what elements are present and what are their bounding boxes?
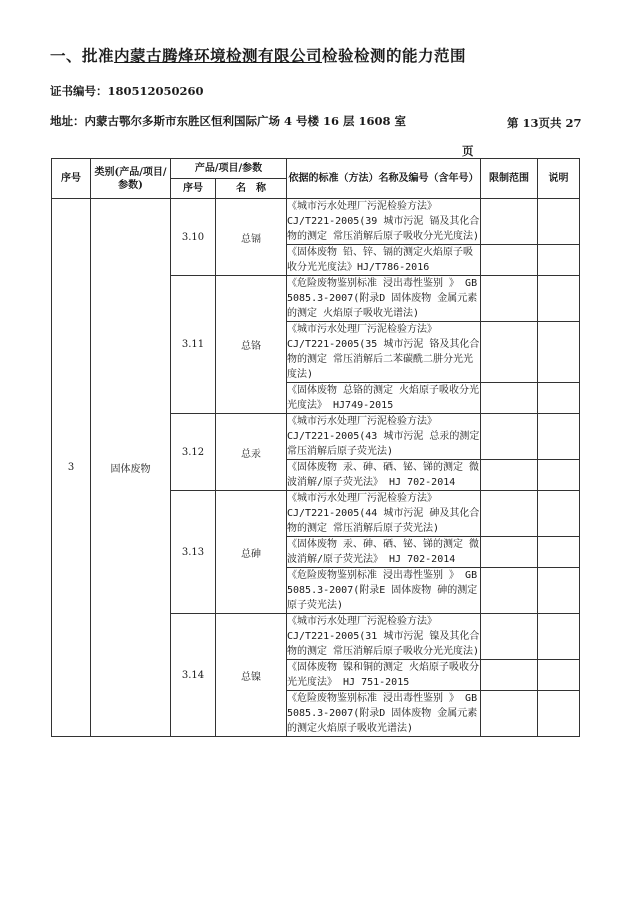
standard-text: 《危险废物鉴别标准 浸出毒性鉴别 》 GB 5085.3-2007(附录D 固体废物 金属元素的测定火焰原子吸收光谱法) xyxy=(287,691,481,737)
note-cell xyxy=(538,660,580,691)
item-name: 总镉 xyxy=(216,199,287,276)
note-cell xyxy=(538,322,580,383)
note-cell xyxy=(538,245,580,276)
limit-cell xyxy=(481,537,538,568)
header-sub-name: 名 称 xyxy=(216,179,287,199)
table-body xyxy=(52,199,580,737)
note-cell xyxy=(538,691,580,737)
note-cell xyxy=(538,614,580,660)
standard-text: 《城市污水处理厂污泥检验方法》CJ/T221-2005(39 城市污泥 镉及其化合物的测定 常压消解后原子吸收分光光度法) xyxy=(287,199,481,245)
item-name: 总镍 xyxy=(216,614,287,737)
item-number: 3.11 xyxy=(171,276,216,414)
standard-text: 《固体废物 汞、砷、硒、铋、锑的测定 微波消解/原子荧光法》 HJ 702-2014 xyxy=(287,460,481,491)
limit-cell xyxy=(481,614,538,660)
note-cell xyxy=(538,383,580,414)
note-cell xyxy=(538,276,580,322)
standard-text: 《固体废物 铅、锌、镉的测定火焰原子吸收分光光度法》HJ/T786-2016 xyxy=(287,245,481,276)
header-standard: 依据的标准（方法）名称及编号（含年号） xyxy=(287,159,481,199)
item-name: 总砷 xyxy=(216,491,287,614)
table-row xyxy=(52,199,580,245)
limit-cell xyxy=(481,322,538,383)
limit-cell xyxy=(481,460,538,491)
limit-cell xyxy=(481,245,538,276)
limit-cell xyxy=(481,568,538,614)
org-name: 内蒙古腾烽环境检测有限公司 xyxy=(114,46,323,65)
note-cell xyxy=(538,491,580,537)
certificate-line xyxy=(50,83,204,99)
item-number: 3.10 xyxy=(171,199,216,276)
note-cell xyxy=(538,199,580,245)
address-line xyxy=(50,113,406,129)
standard-text: 《城市污水处理厂污泥检验方法》CJ/T221-2005(43 城市污泥 总汞的测定 常压消解后原子荧光法) xyxy=(287,414,481,460)
address-text: 内蒙古鄂尔多斯市东胜区恒利国际广场 4 号楼 16 层 1608 室 xyxy=(84,114,407,128)
standard-text: 《危险废物鉴别标准 浸出毒性鉴别 》 GB 5085.3-2007(附录E 固体废物 砷的测定原子荧光法) xyxy=(287,568,481,614)
standard-text: 《城市污水处理厂污泥检验方法》CJ/T221-2005(35 城市污泥 铬及其化合物的测定 常压消解后二苯碳酰二肼分光光度法) xyxy=(287,322,481,383)
row-seq: 3 xyxy=(52,199,91,737)
note-cell xyxy=(538,460,580,491)
page-suffix: 页 xyxy=(462,144,474,158)
standard-text: 《城市污水处理厂污泥检验方法》CJ/T221-2005(44 城市污泥 砷及其化合物的测定 常压消解后原子荧光法) xyxy=(287,491,481,537)
limit-cell xyxy=(481,199,538,245)
limit-cell xyxy=(481,691,538,737)
item-number: 3.13 xyxy=(171,491,216,614)
page-info: 第 13页共 27 xyxy=(507,116,582,130)
limit-cell xyxy=(481,660,538,691)
limit-cell xyxy=(481,276,538,322)
item-name: 总铬 xyxy=(216,276,287,414)
address-label: 地址： xyxy=(50,114,85,128)
header-note: 说明 xyxy=(538,159,580,199)
capability-table xyxy=(51,158,580,737)
title-prefix: 一、批准 xyxy=(50,46,115,65)
certificate-number: 180512050260 xyxy=(107,84,204,98)
standard-text: 《固体废物 总铬的测定 火焰原子吸收分光光度法》 HJ749-2015 xyxy=(287,383,481,414)
note-cell xyxy=(538,537,580,568)
header-sub-seq: 序号 xyxy=(171,179,216,199)
note-cell xyxy=(538,414,580,460)
limit-cell xyxy=(481,491,538,537)
limit-cell xyxy=(481,383,538,414)
certificate-label: 证书编号： xyxy=(50,84,108,98)
item-number: 3.12 xyxy=(171,414,216,491)
header-seq: 序号 xyxy=(52,159,91,199)
page-title xyxy=(50,44,466,66)
standard-text: 《城市污水处理厂污泥检验方法》CJ/T221-2005(31 城市污泥 镍及其化合物的测定 常压消解后原子吸收分光光度法) xyxy=(287,614,481,660)
row-category: 固体废物 xyxy=(91,199,171,737)
item-number: 3.14 xyxy=(171,614,216,737)
title-suffix: 检验检测的能力范围 xyxy=(322,46,467,65)
standard-text: 《危险废物鉴别标准 浸出毒性鉴别 》 GB 5085.3-2007(附录D 固体废物 金属元素的测定 火焰原子吸收光谱法) xyxy=(287,276,481,322)
limit-cell xyxy=(481,414,538,460)
standard-text: 《固体废物 汞、砷、硒、铋、锑的测定 微波消解/原子荧光法》 HJ 702-2014 xyxy=(287,537,481,568)
standard-text: 《固体废物 镍和铜的测定 火焰原子吸收分光光度法》 HJ 751-2015 xyxy=(287,660,481,691)
item-name: 总汞 xyxy=(216,414,287,491)
header-category: 类别(产品/项目/参数) xyxy=(91,159,171,199)
note-cell xyxy=(538,568,580,614)
header-limit: 限制范围 xyxy=(481,159,538,199)
header-product-group: 产品/项目/参数 xyxy=(171,159,287,179)
